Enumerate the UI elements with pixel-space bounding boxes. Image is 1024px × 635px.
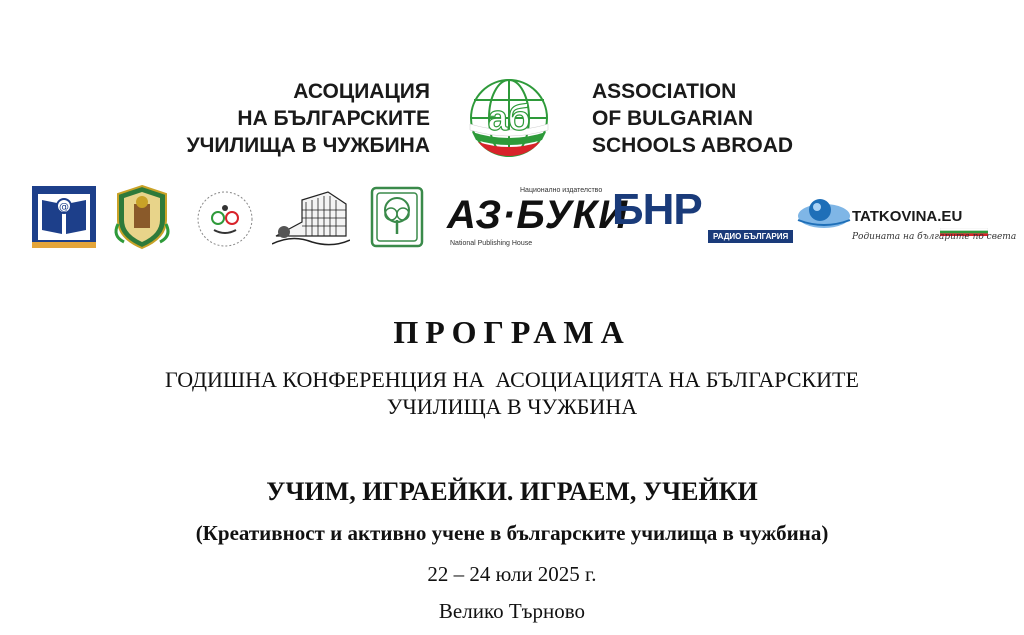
logo-letters: аб	[487, 97, 531, 138]
tatkovina-logo-text: TATKOVINA.EU	[852, 208, 963, 225]
program-title: ПРОГРАМА	[393, 314, 631, 350]
conference-subtheme: (Креативност и активно учене в българските училища в чужбина)	[195, 521, 829, 545]
book-logo-icon	[32, 186, 96, 248]
org-name-bg-line-3: УЧИЛИЩА В ЧУЖБИНА	[186, 134, 430, 157]
society-round-logo-icon	[196, 190, 254, 248]
tree-logo-icon	[370, 186, 424, 248]
university-crest-icon	[110, 184, 174, 250]
org-name-bulgarian	[150, 78, 430, 159]
conference-city: Велико Търново	[438, 599, 586, 623]
conference-title	[60, 366, 964, 420]
building-sketch-icon	[272, 182, 350, 250]
conference-title-line-1: ГОДИШНА КОНФЕРЕНЦИЯ НА АСОЦИАЦИЯТА НА БЪЛГАРСКИТЕ	[165, 367, 859, 392]
org-name-english	[592, 78, 852, 159]
radio-bulgaria-badge: РАДИО БЪЛГАРИЯ	[708, 230, 793, 243]
tatkovina-globe-icon	[796, 196, 852, 236]
org-name-bg-line-2: НА БЪЛГАРСКИТЕ	[237, 107, 430, 130]
association-logo	[466, 78, 552, 158]
svg-text:@: @	[59, 202, 69, 213]
azbuki-logo-text: АЗ·БУКИ	[447, 193, 629, 237]
org-name-en-line-1: ASSOCIATION	[592, 80, 737, 103]
conference-dates: 22 – 24 юли 2025 г.	[427, 562, 597, 586]
conference-theme: УЧИМ, ИГРАЕЙКИ. ИГРАЕМ, УЧЕЙКИ	[266, 477, 758, 506]
conference-title-line-2: УЧИЛИЩА В ЧУЖБИНА	[386, 394, 638, 419]
tatkovina-slogan: Родината на българите по света	[852, 232, 1017, 242]
org-name-en-line-2: OF BULGARIAN	[592, 107, 753, 130]
org-name-en-line-3: SCHOOLS ABROAD	[592, 134, 794, 157]
azbuki-sub-label: National Publishing House	[450, 240, 533, 247]
bnr-logo-text: БНР	[612, 185, 702, 234]
org-name-bg-line-1: АСОЦИАЦИЯ	[293, 80, 430, 103]
azbuki-top-label: Национално издателство	[520, 187, 603, 194]
